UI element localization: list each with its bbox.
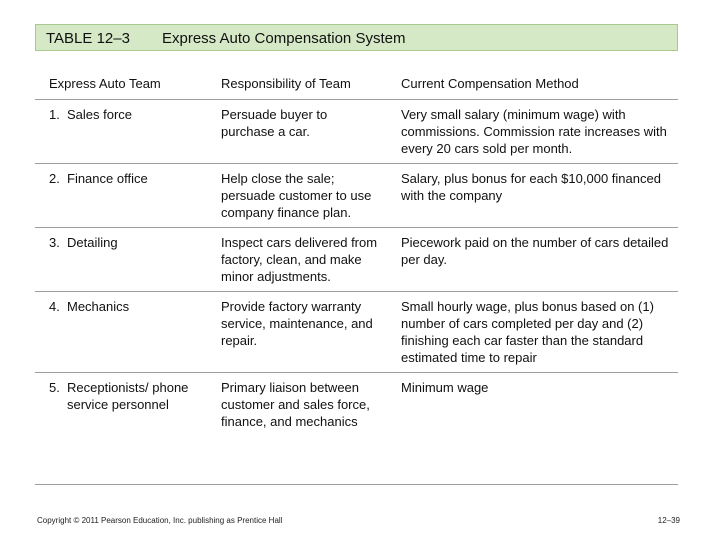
responsibility-cell: Persuade buyer to purchase a car. [207, 100, 387, 164]
row-number: 4. [49, 299, 60, 314]
team-cell [35, 292, 207, 373]
row-number: 2. [49, 171, 60, 186]
compensation-cell: Piecework paid on the number of cars detailed per day. [387, 228, 678, 292]
compensation-cell: Minimum wage [401, 380, 489, 395]
header-team: Express Auto Team [35, 68, 207, 100]
responsibility-cell: Help close the sale; persuade customer to use company finance plan. [207, 164, 387, 228]
compensation-cell: Very small salary (minimum wage) with commissions. Commission rate increases with every 20 cars sold per month. [387, 100, 678, 164]
table-header-row [35, 68, 678, 100]
team-cell [35, 373, 207, 437]
table-title: Express Auto Compensation System [162, 30, 406, 47]
compensation-table [35, 68, 678, 436]
footer-page-number: 12–39 [657, 516, 680, 525]
table-number: TABLE 12–3 [46, 30, 130, 47]
team-cell [35, 164, 207, 228]
table-row [35, 292, 678, 373]
team-name: Sales force [67, 107, 133, 122]
responsibility-cell: Provide factory warranty service, maintenance, and repair. [207, 292, 387, 373]
team-name: Mechanics [67, 299, 130, 314]
row-number: 5. [49, 380, 60, 395]
team-name: Finance office [67, 171, 148, 186]
team-cell [35, 100, 207, 164]
team-name: Detailing [67, 235, 118, 250]
table-row [35, 373, 678, 437]
table-row [35, 100, 678, 164]
table-row [35, 228, 678, 292]
row-number: 3. [49, 235, 60, 250]
responsibility-cell: Inspect cars delivered from factory, clean, and make minor adjustments. [207, 228, 387, 292]
header-compensation: Current Compensation Method [387, 68, 678, 100]
table-row [35, 164, 678, 228]
table-title-bar [35, 24, 678, 51]
responsibility-cell: Primary liaison between customer and sales force, finance, and mechanics [221, 380, 370, 429]
compensation-cell: Salary, plus bonus for each $10,000 financed with the company [387, 164, 678, 228]
header-responsibility: Responsibility of Team [207, 68, 387, 100]
compensation-cell: Small hourly wage, plus bonus based on (1) number of cars completed per day and (2) finishing each car faster than the standard estimated time to repair [387, 292, 678, 373]
team-name: Receptionists/ phone service personnel [67, 380, 189, 412]
team-cell [35, 228, 207, 292]
table-bottom-rule [35, 484, 678, 485]
row-number: 1. [49, 107, 60, 122]
footer-copyright: Copyright © 2011 Pearson Education, Inc. publishing as Prentice Hall [37, 516, 283, 525]
